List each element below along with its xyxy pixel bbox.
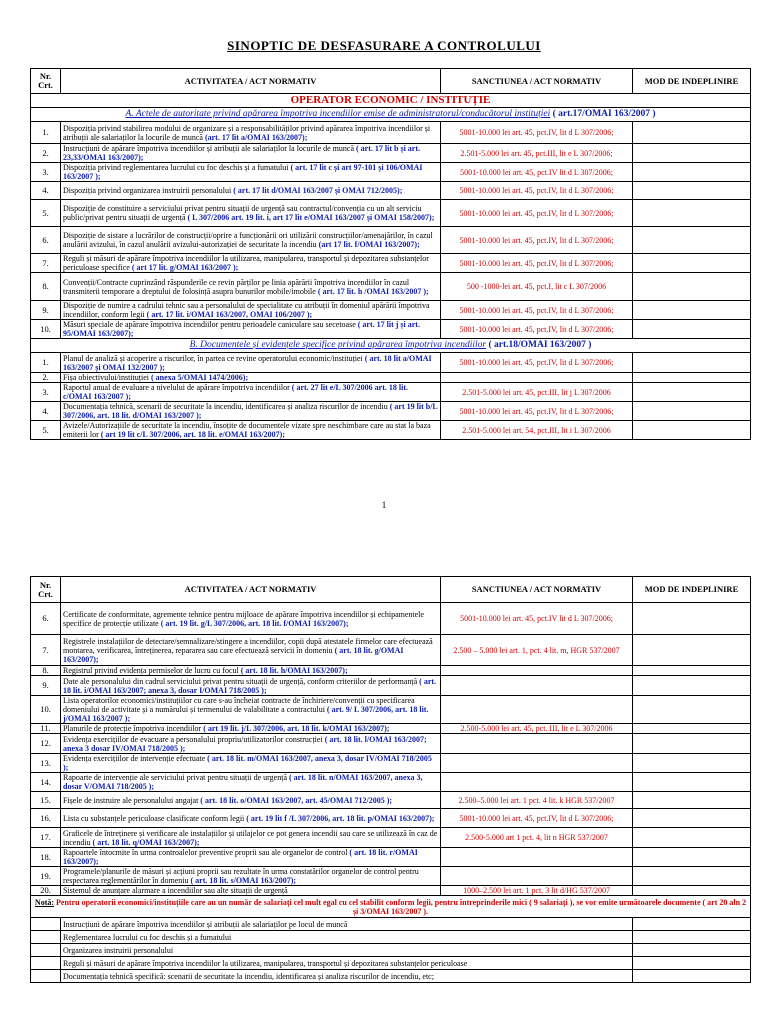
sanction-cell: 2.500–5.000 lei art. 1 pct. 4 lit. k HGR 537/2007 [441,792,633,809]
row-number: 20. [31,886,61,896]
note-item-text: Reguli și măsuri de apărare împotriva incendiilor la utilizarea, manipularea, transportul și depozitarea substanțelor periculoase [61,957,633,970]
table-row [31,402,751,421]
section-b-title: B. Documentele și evidențele specifice privind apărarea împotriva incendiilor [189,340,487,350]
activity-text: Lista cu substanțele periculoase clasificate conform legii [63,813,245,823]
activity-cell [61,754,441,773]
activity-text: Certificate de conformitate, agremente tehnice pentru mijloace de apărare împotriva incendiilor și echipamentele specifice de protecție utilizate [63,609,424,628]
activity-text: Evidența exercițiilor de evacuare a personalului propriu/utilizatorilor construcției [63,734,323,744]
table-row [31,163,751,182]
row-number: 6. [31,227,61,254]
mode-cell [633,320,751,339]
row-number: 6. [31,603,61,635]
header-nr: Nr. Crt. [31,69,61,94]
sanction-cell: 5001-10.000 lei art. 45, pct.IV, lit d L 307/2006; [441,254,633,273]
table-row [31,635,751,666]
sanction-cell: 2.500 – 5.000 lei art. 1, pct. 4 lit. m, HGR 537/2007 [441,635,633,666]
activity-text: Planurile de protecție împotriva incendiilor [63,724,202,733]
sanction-cell: 1000–2.500 lei art. 1 pct. 3 lit d/HG 537/2007 [441,886,633,896]
activity-ref: ( art. 18 lit. i/OMAI 163/2007; anexa 3, dosar I/OMAI 718/2005 ); [63,676,437,695]
sanction-cell [441,867,633,886]
activity-text: Dispoziția privind stabilirea modului de organizare și a responsabilităților privind apărarea împotriva incendiilor și atribuții ale salariaților la locurile de muncă [63,123,431,142]
table-row [31,792,751,809]
activity-ref: ( art. 17 lit d/OMAI 163/2007 și OMAI 712/2005); [233,186,403,195]
activity-cell [61,301,441,320]
activity-ref: ( art. 18 lit. l/OMAI 163/2007; anexa 3 dosar IV/OMAI 718/2005 ); [63,734,427,753]
row-number: 1. [31,353,61,373]
mode-cell [633,676,751,696]
table-row [31,867,751,886]
activity-ref: ( art 19 lit. j/L 307/2006, art. 18 lit. k/OMAI 163/2007); [203,724,390,733]
activity-cell [61,666,441,676]
mode-cell [633,122,751,144]
activity-text: Sistemul de anunțare alarmare a incendiilor sau alte situații de urgență [63,886,288,895]
mode-cell [633,254,751,273]
activity-text: Fișa obiectivului/instituției [63,373,149,382]
row-number: 8. [31,273,61,301]
table-row [31,603,751,635]
sanction-cell: 500 -1000-lei art. 45, pct.I, lit c L 307/2006 [441,273,633,301]
header-sanctiune-2: SANCTIUNEA / ACT NORMATIV [441,577,633,603]
section-a-title: A. Actele de autoritate privind apărarea împotriva incendiilor emise de administratorul/conducătorul instituției [125,109,551,119]
row-number: 7. [31,254,61,273]
activity-cell [61,182,441,200]
sanction-cell: 2.501-5.000 lei art. 54, pct.III, lit i L 307/2006 [441,421,633,440]
mode-cell [633,603,751,635]
sanction-cell: 5001-10.000 lei art. 45, pct.IV, lit d L 307/2006; [441,200,633,227]
sanction-cell [441,696,633,724]
row-number: 12. [31,734,61,754]
header-activitate-2: ACTIVITATEA / ACT NORMATIV [61,577,441,603]
activity-cell [61,676,441,696]
activity-ref: ( art. 18 lit. r/OMAI 163/2007); [63,848,418,866]
activity-ref: ( art. 9/ L 307/2006, art. 18 lit. j/OMAI 163/2007 ); [63,705,429,723]
activity-cell [61,809,441,828]
activity-ref: ( art. 17 lit j și art. 95/OMAI 163/2007); [63,320,420,338]
activity-ref: ( art. 17 lit b și art. 23,33/OMAI 163/2007); [63,144,421,162]
table-row [31,254,751,273]
note-item-row [31,918,751,931]
activity-ref: ( art. 17 lit. i/OMAI 163/2007, OMAI 106/2007 ); [146,310,313,319]
row-number: 19. [31,867,61,886]
activity-cell [61,163,441,182]
sanction-cell [441,666,633,676]
table-header-row-2 [31,577,751,603]
control-table-page-1 [30,68,751,440]
note-item-row [31,970,751,983]
table-row [31,182,751,200]
note-item-blank [31,944,61,957]
activity-text: Raportul anual de evaluare a nivelului de apărare împotriva incendiilor [63,383,290,392]
mode-cell [633,163,751,182]
sanction-cell: 5001-10.000 lei art. 45, pct.IV, lit d L 307/2006; [441,182,633,200]
sanction-cell [441,676,633,696]
row-number: 9. [31,676,61,696]
row-number: 16. [31,809,61,828]
activity-ref: (art 17 lit. f/OMAI 163/2007); [318,240,420,249]
mode-cell [633,696,751,724]
row-number: 5. [31,200,61,227]
mode-cell [633,666,751,676]
activity-text: Rapoartele întocmite în urma controalelor preventive proprii sau ale organelor de control [63,848,348,857]
sanction-cell: 5001-10.000 lei art. 45, pct.IV, lit d L 307/2006; [441,320,633,339]
activity-cell [61,383,441,402]
note-item-blank [31,970,61,983]
note-ref: ( art 20 aln 2 și 3/OMAI 163/2007 ). [352,897,747,916]
activity-ref: ( art. 18 lit. s/OMAI 163/2007); [190,876,297,885]
mode-cell [633,867,751,886]
table-row [31,373,751,383]
page-number: 1 [381,500,387,510]
control-table-page-2 [30,576,751,983]
table-row [31,122,751,144]
activity-cell [61,200,441,227]
header-mod: MOD DE INDEPLINIRE [633,69,751,94]
sanction-cell: 5001-10.000 lei art. 45, pct.IV, lit d L 307/2006; [441,122,633,144]
table-row [31,696,751,724]
note-item-row [31,931,751,944]
activity-text: Documentația tehnică, scenarii de securitate la incendiu, identificarea și analiza riscurilor de incendiu [63,402,388,411]
activity-text: Dispoziție de numire a cadrului tehnic sau a personalului de specialitate cu atribuții în domeniul apărării împotriva incendiilor, conform legii [63,301,430,319]
activity-ref: ( art 19 lit c/L 307/2006, art. 18 lit. e/OMAI 163/2007); [100,430,285,439]
activity-ref: ( art. 18 lit. g/OMAI 163/2007); [63,645,404,664]
activity-text: Programele/planurile de măsuri și acțiuni proprii sau rezultate în urma constatărilor organelor de control pentru respectarea reglementărilor în domeniu [63,867,419,885]
sanction-cell: 5001-10.000 lei art. 45, pct.IV, lit d L 307/2006; [441,301,633,320]
table-row [31,754,751,773]
note-item-mode [633,957,751,970]
activity-ref: ( L 307/2006 art. 19 lit. i, art 17 lit e/OMAI 163/2007 și OMAI 158/2007); [187,213,435,222]
row-number: 5. [31,421,61,440]
activity-cell [61,734,441,754]
header-activitate: ACTIVITATEA / ACT NORMATIV [61,69,441,94]
sanction-cell: 2.501-5.000 lei art. 45, pct.III, lit j L 307/2006 [441,383,633,402]
mode-cell [633,734,751,754]
section-b-ref: ( art.18/OMAI 163/2007 ) [488,340,592,350]
activity-cell [61,603,441,635]
note-item-row [31,957,751,970]
table-row [31,666,751,676]
activity-ref: ( anexa 5/OMAI 1474/2006); [151,373,249,382]
sanction-cell: 5001-10.000 lei art. 45, pct.IV, lit d L 307/2006; [441,227,633,254]
activity-ref: ( art. 18 lit. h/OMAI 163/2007); [240,666,348,675]
sanction-cell: 2.500-5.000 art 1 pct. 4, lit n HGR 537/2007 [441,828,633,848]
activity-cell [61,696,441,724]
header-sanctiune: SANCTIUNEA / ACT NORMATIV [441,69,633,94]
table-row [31,227,751,254]
activity-text: Reguli și măsuri de apărare împotriva incendiilor la utilizarea, manipularea, transportul și depozitarea substanțelor periculoase specifice [63,254,429,272]
row-number: 15. [31,792,61,809]
activity-text: Dispoziția privind organizarea instruirii personalului [63,186,232,195]
activity-text: Date ale personalului din cadrul serviciului privat pentru situații de urgență, conform criteriilor de performanță [63,676,418,686]
activity-ref: ( art 17 lit. g/OMAI 163/2007 ); [131,263,239,272]
mode-cell [633,724,751,734]
note-item-row [31,944,751,957]
operator-row [31,94,751,108]
table-row [31,773,751,792]
activity-text: Instrucțiuni de apărare împotriva incendiilor și atribuții ale salariaților la locurile de muncă [63,144,355,153]
activity-cell [61,867,441,886]
activity-ref: ( art. 19 lit. g/L 307/2006, art. 18 lit. f/OMAI 163/2007); [160,618,349,628]
table-row [31,383,751,402]
activity-cell [61,353,441,373]
mode-cell [633,144,751,163]
activity-cell [61,848,441,867]
row-number: 10. [31,320,61,339]
table-row [31,734,751,754]
row-number: 3. [31,383,61,402]
mode-cell [633,273,751,301]
activity-cell [61,122,441,144]
sanction-cell [441,773,633,792]
sanction-cell: 2.501-5.000 lei art. 45, pct.III, lit e L 307/2006; [441,144,633,163]
mode-cell [633,373,751,383]
activity-text: Rapoarte de intervenție ale serviciului privat pentru situații de urgență [63,773,287,782]
activity-ref: ( art. 18 lit. m/OMAI 163/2007, anexa 3, dosar IV/OMAI 718/2005 ); [63,754,432,772]
row-number: 2. [31,144,61,163]
activity-text: Lista operatorilor economici/instituțiilor cu care s-au încheiat contracte de închiriere/convenții cu specificarea domeniului de activitate și a numărului și termenului de valabilitate a contractului [63,696,415,714]
row-number: 4. [31,182,61,200]
sanction-cell [441,373,633,383]
activity-cell [61,144,441,163]
mode-cell [633,301,751,320]
row-number: 14. [31,773,61,792]
activity-cell [61,373,441,383]
mode-cell [633,227,751,254]
activity-text: Registrul privind evidența permiselor de lucru cu focul [63,666,239,675]
row-number: 10. [31,696,61,724]
mode-cell [633,421,751,440]
mode-cell [633,754,751,773]
activity-text: Dispoziție de sistare a lucrărilor de construcții/oprire a funcționării ori utilizării construcțiilor/amenajărilor, în cazul anulării avizului, în cazul anulării avizului-autorizației de securitate la incendiu [63,231,433,249]
activity-cell [61,320,441,339]
sanction-cell: 5001-10.000 lei art. 45, pct.IV lit d L 307/2006; [441,603,633,635]
activity-cell [61,792,441,809]
sanction-cell [441,754,633,773]
activity-text: Convenții/Contracte cuprinzând răspunderile ce revin părților pe linia apărării împotriva incendiilor în cazul transmiterii temporare a dreptului de folosință asupra bunurilor mobile/imobile [63,277,410,296]
sanction-cell [441,848,633,867]
activity-cell [61,254,441,273]
sanction-cell: 5001-10.000 lei art. 45, pct.IV, lit d L 307/2006; [441,809,633,828]
note-item-text: Documentația tehnică specifică: scenarii de securitate la incendiu, identificarea și analiza riscurilor de incendiu, etc; [61,970,633,983]
section-a-ref: ( art.17/OMAI 163/2007 ) [552,109,656,119]
row-number: 2. [31,373,61,383]
note-text: Pentru operatorii economici/instituțiile care au un număr de salariați cel mult egal cu cel stabilit conform legii, pentru întreprinderile mici ( 9 salariați ), se vor emite următoarele documente [56,897,701,907]
activity-text: Măsuri speciale de apărare împotriva incendiilor pentru perioadele caniculare sau secetoase [63,320,356,329]
mode-cell [633,182,751,200]
table-row [31,301,751,320]
activity-text: Dispoziție de constituire a serviciului privat pentru situații de urgență sau contractul/convenția cu un alt serviciu public/privat pentru situații de urgență [63,204,422,222]
row-number: 11. [31,724,61,734]
note-item-mode [633,970,751,983]
activity-text: Registrele instalațiilor de detectare/semnalizare/stingere a incendiilor, copii după atestatele firmelor care efectuează montarea, verificarea, întreținerea, repararea sau care efectuează servicii în domeniu [63,636,433,655]
row-number: 8. [31,666,61,676]
table-row [31,676,751,696]
mode-cell [633,773,751,792]
activity-cell [61,886,441,896]
table-row [31,724,751,734]
mode-cell [633,792,751,809]
row-number: 13. [31,754,61,773]
activity-ref: ( art. 18 lit a/OMAI 163/2007 și OMAI 132/2007 ); [63,353,432,372]
note-item-blank [31,918,61,931]
note-row [31,896,751,918]
table-row [31,320,751,339]
row-number: 4. [31,402,61,421]
activity-text: Planul de analiză și acoperire a riscurilor, în partea ce revine operatorului economic/instituției [63,353,363,363]
activity-ref: ( art. 18 lit. q/OMAI 163/2007); [92,837,200,847]
row-number: 9. [31,301,61,320]
header-nr-2: Nr. Crt. [31,577,61,603]
note-item-blank [31,957,61,970]
sanction-cell: 5001-10.000 lei art. 45, pct.IV, lit d L 307/2006; [441,402,633,421]
row-number: 1. [31,122,61,144]
mode-cell [633,635,751,666]
table-row [31,421,751,440]
sanction-cell: 5001-10.000 lei art. 45, pct.IV, lit d L 307/2006; [441,353,633,373]
mode-cell [633,353,751,373]
activity-cell [61,635,441,666]
note-item-text: Reglementarea lucrului cu foc deschis și a fumatului [61,931,633,944]
header-mod-2: MOD DE INDEPLINIRE [633,577,751,603]
activity-cell [61,828,441,848]
mode-cell [633,402,751,421]
mode-cell [633,886,751,896]
activity-text: Evidența exercițiilor de intervenție efectuate [63,754,206,763]
note-item-text: Organizarea instruirii personalului [61,944,633,957]
activity-ref: ( art. 18 lit. n/OMAI 163/2007, anexa 3, dosar V/OMAI 718/2005 ); [63,773,423,791]
activity-ref: ( art 19 lit b/L 307/2006, art. 18 lit. d/OMAI 163/2007 ); [63,402,438,420]
mode-cell [633,828,751,848]
note-item-mode [633,944,751,957]
note-item-mode [633,931,751,944]
activity-ref: ( art. 17 lit. h /OMAI 163/2007 ); [317,286,429,296]
mode-cell [633,200,751,227]
mode-cell [633,848,751,867]
activity-cell [61,402,441,421]
table-row [31,886,751,896]
operator-header: OPERATOR ECONOMIC / INSTITUȚIE [31,94,751,108]
activity-ref: ( art. 18 lit. o/OMAI 163/2007, art. 45/OMAI 712/2005 ); [200,795,393,805]
table-row [31,809,751,828]
note-label: Notă: [34,897,55,907]
activity-ref: ( art. 19 lit f /L 307/2006, art. 18 lit. p/OMAI 163/2007); [246,813,435,823]
sanction-cell [441,734,633,754]
activity-cell [61,227,441,254]
activity-text: Dispoziția privind reglementarea lucrului cu foc deschis și a fumatului [63,163,289,172]
activity-ref: (art. 17 lit a/OMAI 163/2007); [204,132,308,142]
row-number: 3. [31,163,61,182]
activity-text: Fișele de instruire ale personalului angajat [63,795,199,805]
table-row [31,144,751,163]
row-number: 7. [31,635,61,666]
mode-cell [633,809,751,828]
row-number: 18. [31,848,61,867]
table-row [31,273,751,301]
table-row [31,828,751,848]
row-number: 17. [31,828,61,848]
table-row [31,353,751,373]
activity-ref: ( art. 27 lit e/L 307/2006 art. 18 lit. c/OMAI 163/2007 ); [63,383,408,401]
activity-cell [61,773,441,792]
activity-cell [61,421,441,440]
mode-cell [633,383,751,402]
activity-text: Graficele de întreținere și verificare ale instalațiilor și utilajelor ce pot genera incendii sau care se utilizează în caz de incendiu [63,828,438,847]
activity-ref: ( art. 17 lit c și art 97-101 și 106/OMAI 163/2007 ); [63,163,423,181]
section-a-row [31,108,751,122]
activity-text: Avizele/Autorizațiile de securitate la incendiu, însoțite de documentele vizate spre neschimbare care au stat la baza emiterii lor [63,421,431,439]
table-row [31,848,751,867]
section-b-row [31,339,751,353]
note-item-blank [31,931,61,944]
activity-cell [61,273,441,301]
note-item-mode [633,918,751,931]
note-item-text: Instrucțiuni de apărare împotriva incendiilor și atribuții ale salariaților pe locul de muncă [61,918,633,931]
table-row [31,200,751,227]
sanction-cell: 2.500-5.000 lei art. 45, pct. III, lit e L 307/2006 [441,724,633,734]
activity-cell [61,724,441,734]
page-title: SINOPTIC DE DESFASURARE A CONTROLULUI [227,38,541,53]
table-header-row [31,69,751,94]
sanction-cell: 5001-10.000 lei art. 45, pct.IV lit d L 307/2006; [441,163,633,182]
